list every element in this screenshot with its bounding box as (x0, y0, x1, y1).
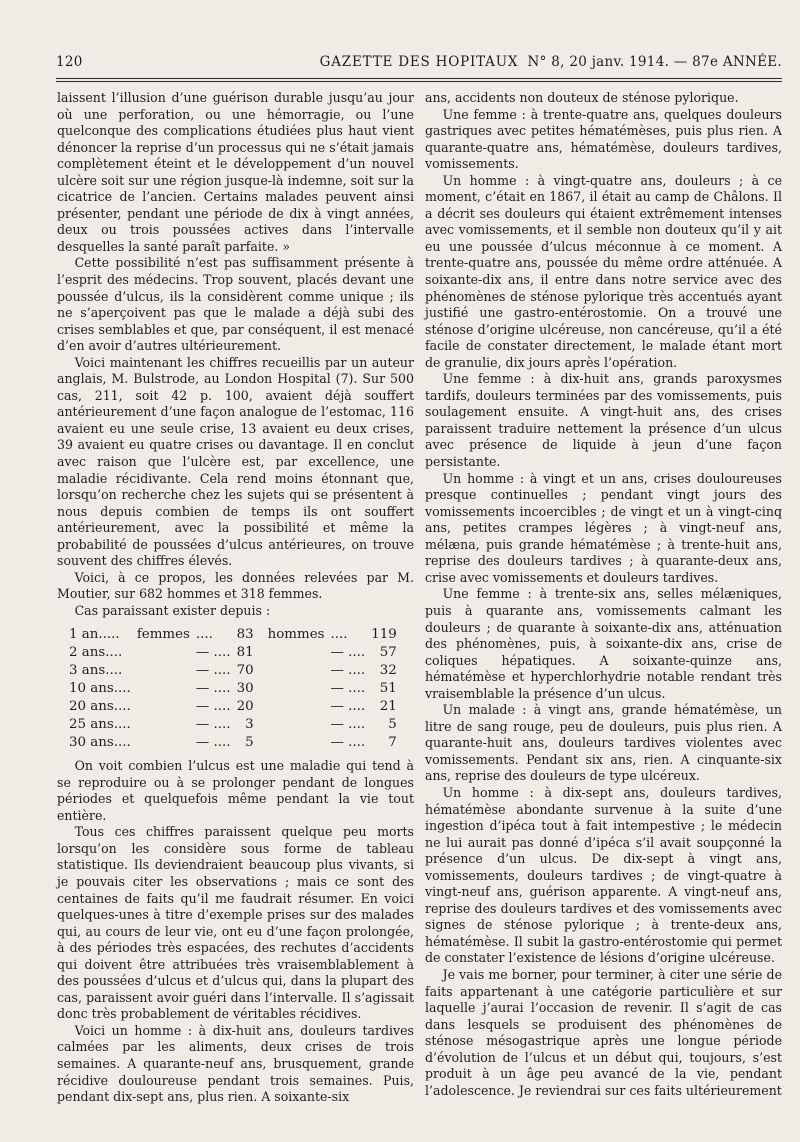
right-column (425, 90, 782, 1099)
women-sep-cell: .... (195, 626, 213, 642)
men-sep-cell: — .... (330, 698, 366, 714)
page-number: 120 (56, 54, 83, 70)
left-column-text (57, 90, 414, 620)
men-count-cell: 5 (388, 716, 397, 732)
women-label-cell (137, 716, 196, 734)
journal-title: GAZETTE DES HOPITAUX (319, 54, 519, 70)
paragraph: Voici maintenant les chiffres recueillis par un auteur anglais, M. Bulstrode, au London Hospital (7). Sur 500 cas, 211, soit 42 p. 100, avaient déjà souffert antérieurement d’une façon analogue de l’estomac, 116 avaient eu une seule crise, 13 avaient eu deux crises, 39 avaient eu quatre crises ou davantage. Il en conclut avec raison que l’ulcère est, par excellence, une maladie récidivante. Cela rend moins étonnant que, lorsqu’on recherche chez les sujets qui se présentent à nous depuis combien de temps ils ont souffert antérieurement, avec la possibilité et même la probabilité de poussées d’ulcus antérieures, on trouve souvent des chiffres élevés. (57, 354, 414, 569)
men-count-cell: 51 (379, 680, 397, 696)
table-row (69, 644, 411, 662)
women-count-cell: 5 (245, 735, 254, 751)
women-count-cell: 81 (236, 644, 254, 660)
men-sep-cell: — .... (330, 662, 366, 678)
paragraph: Un homme : à vingt-quatre ans, douleurs ; à ce moment, c’était en 1867, il était au camp de Châlons. Il a décrit ses douleurs qui étaient extrêmement intenses avec vomissements, et il semble non douteux qu’il y ait eu une poussée d’ulcus méconnue à ce moment. A trente-quatre ans, poussée du même ordre atténuée. A soixante-dix ans, il entre dans notre service avec des phénomènes de sténose pylorique très accentués ayant justifié une gastro-entérostomie. On a trouvé une sténose d’origine ulcéreuse, non cancéreuse, qu’il a été facile de constater directement, le malade étant mort de granulie, dix jours après l’opération. (425, 172, 782, 370)
men-sep-cell: — .... (330, 735, 366, 751)
women-count-cell: 3 (245, 716, 254, 732)
men-count-cell: 21 (379, 698, 397, 714)
table-row (69, 626, 411, 644)
paragraph: laissent l’illusion d’une guérison durable jusqu’au jour où une perforation, ou une hémorragie, ou l’une quelconque des complications étudiées plus haut vient dénoncer la reprise d’un processus qui ne s’était jamais complètement éteint et le développement d’un nouvel ulcère soit sur une région jusque-là indemne, soit sur la cicatrice de l’ancien. Certains malades peuvent ainsi présenter, pendant une période de dix à vingt années, deux ou trois poussées actives dans l’intervalle desquelles la santé paraît parfaite. » (57, 90, 414, 254)
running-header (56, 52, 782, 74)
men-label-cell (268, 698, 331, 716)
period-cell: 2 ans.... (69, 644, 123, 660)
women-label-cell (137, 698, 196, 716)
men-sep-cell: — .... (330, 680, 366, 696)
issue-info: N° 8, 20 janv. 1914. — 87e ANNÉE. (527, 54, 782, 70)
paragraph: Je vais me borner, pour terminer, à citer une série de faits appartenant à une catégorie particulière et sur laquelle j’aurai l’occasion de revenir. Il s’agit de cas dans lesquels se produisent des phénomènes de sténose mésogastrique après une longue période d’évolution de l’ulcus et un début qui, toujours, s’est produit à un âge peu avancé de la vie, pendant l’adolescence. Je reviendrai sur ces faits ultérieurement (425, 966, 782, 1098)
period-cell: 3 ans.... (69, 662, 123, 678)
women-sep-cell: — .... (195, 698, 231, 714)
header-rule-top (56, 78, 782, 79)
women-count-cell: 83 (236, 626, 254, 642)
paragraph: Une femme : à trente-six ans, selles mélæniques, puis à quarante ans, vomissements calmant les douleurs ; de quarante à soixante-dix ans, atténuation des phénomènes, puis, à soixante-dix ans, crise de coliques hépatiques. A soixante-quinze ans, hématémèse et hyperchlorhydrie notable rendant très vraisemblable la présence d’un ulcus. (425, 586, 782, 701)
paragraph: Cette possibilité n’est pas suffisamment présente à l’esprit des médecins. Trop souvent, placés devant une poussée d’ulcus, ils la considèrent comme unique ; ils ne s’aperçoivent pas que le malade a déjà subi des crises semblables et que, par conséquent, il est menacé d’en avoir d’autres ultérieurement. (57, 255, 414, 354)
paragraph: On voit combien l’ulcus est une maladie qui tend à se reproduire ou à se prolonger pendant de longues périodes et quelquefois même pendant la vie tout entière. (57, 758, 414, 823)
men-label-cell: hommes (267, 626, 325, 642)
period-cell: 20 ans.... (69, 698, 131, 714)
men-label-cell (268, 680, 331, 698)
men-count-cell: 57 (379, 644, 397, 660)
men-label-cell (268, 716, 331, 734)
stats-table (69, 626, 411, 753)
women-sep-cell: — .... (195, 644, 231, 660)
paragraph: Une femme : à trente-quatre ans, quelques douleurs gastriques avec petites hématémèses, puis plus rien. A quarante-quatre ans, hématémèse, douleurs tardives, vomissements. (425, 106, 782, 172)
men-label-cell (268, 734, 331, 752)
women-label-cell (137, 680, 196, 698)
paragraph: Tous ces chiffres paraissent quelque peu morts lorsqu’on les considère sous forme de tableau statistique. Ils deviendraient beaucoup plus vivants, si je pouvais citer les observations ; mais ce sont des centaines de faits qu’il me faudrait résumer. En voici quelques-unes à titre d’exemple prises sur des malades qui, au cours de leur vie, ont eu d’une façon prolongée, à des périodes très espacées, des rechutes d’accidents qui doivent être attribuées très vraisemblablement à des poussées d’ulcus et d’ulcus qui, dans la plupart des cas, paraissent avoir guéri dans l’intervalle. Il s’agissait donc très probablement de véritables récidives. (57, 824, 414, 1022)
men-sep-cell: .... (330, 626, 348, 642)
men-count-cell: 32 (379, 662, 397, 678)
period-cell: 10 ans.... (69, 680, 131, 696)
men-label-cell (268, 644, 331, 662)
left-column (57, 90, 414, 1106)
women-sep-cell: — .... (195, 716, 231, 732)
women-label-cell (137, 644, 196, 662)
men-count-cell: 7 (388, 735, 397, 751)
men-count-cell: 119 (371, 626, 397, 642)
paragraph: Voici un homme : à dix-huit ans, douleurs tardives calmées par les aliments, deux crises de trois semaines. A quarante-neuf ans, brusquement, grande récidive douloureuse pendant trois semaines. Puis, pendant dix-sept ans, plus rien. A soixante-six (57, 1022, 414, 1105)
left-column-text-continued (57, 758, 414, 1105)
men-sep-cell: — .... (330, 716, 366, 732)
women-sep-cell: — .... (195, 662, 231, 678)
paragraph: Un malade : à vingt ans, grande hématémèse, un litre de sang rouge, peu de douleurs, puis plus rien. A quarante-huit ans, douleurs tardives violentes avec vomissements. Pendant six ans, rien. A cinquante-six ans, reprise des douleurs de type ulcéreux. (425, 702, 782, 784)
women-label-cell (137, 734, 196, 752)
women-count-cell: 70 (236, 662, 254, 678)
women-label-cell (137, 662, 196, 680)
table-row (69, 662, 411, 680)
period-cell: 30 ans.... (69, 735, 131, 751)
men-label-cell (268, 662, 331, 680)
period-cell: 25 ans.... (69, 716, 131, 732)
women-count-cell: 30 (236, 680, 254, 696)
table-row (69, 680, 411, 698)
paragraph: ans, accidents non douteux de sténose pylorique. (425, 90, 739, 105)
table-row (69, 716, 411, 734)
paragraph: Un homme : à vingt et un ans, crises douloureuses presque continuelles ; pendant vingt jours des vomissements incoercibles ; de vingt et un à vingt-cinq ans, petites crampes légères ; à vingt-neuf ans, mélæna, puis grande hématémèse ; à trente-huit ans, reprise des douleurs tardives ; à quarante-deux ans, crise avec vomissements et douleurs tardives. (425, 470, 782, 585)
women-sep-cell: — .... (195, 735, 231, 751)
paragraph: Un homme : à dix-sept ans, douleurs tardives, hématémèse abondante survenue à la suite d’une ingestion d’ipéca tout à fait intempestive ; le médecin ne lui aurait pas donné d’ipéca s’il avait soupçonné la présence d’un ulcus. De dix-sept à vingt ans, vomissements, douleurs tardives ; de vingt-quatre à vingt-neuf ans, guérison apparente. A vingt-neuf ans, reprise des douleurs tardives et des vomissements avec signes de sténose pylorique ; à trente-deux ans, hématémèse. Il subit la gastro-entérostomie qui permet de constater l’existence de lésions d’origine ulcéreuse. (425, 784, 782, 966)
period-cell: 1 an..... (69, 626, 120, 642)
paragraph: Une femme : à dix-huit ans, grands paroxysmes tardifs, douleurs terminées par des vomissements, puis soulagement ensuite. A vingt-huit ans, des crises paraissent traduire nettement la présence d’un ulcus avec présence de liquide à jeun d’une façon persistante. (425, 371, 782, 470)
table-row (69, 698, 411, 716)
header-rule-bottom (56, 81, 782, 82)
paragraph: Voici, à ce propos, les données relevées par M. Moutier, sur 682 hommes et 318 femmes. (57, 569, 414, 602)
table-row (69, 734, 411, 752)
women-label-cell: femmes (136, 626, 190, 642)
men-sep-cell: — .... (330, 644, 366, 660)
paragraph: Cas paraissant exister depuis : (74, 602, 271, 618)
women-count-cell: 20 (236, 698, 254, 714)
women-sep-cell: — .... (195, 680, 231, 696)
